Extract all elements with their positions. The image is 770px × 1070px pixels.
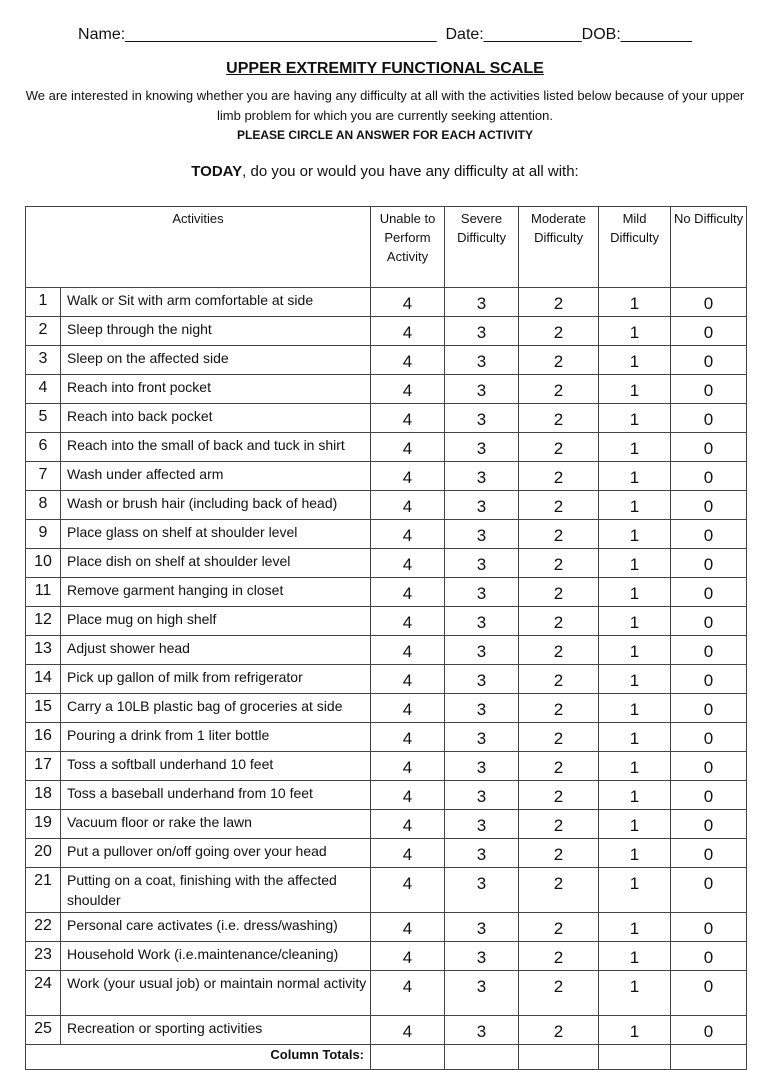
score-option-2[interactable]: 2 xyxy=(519,971,599,1016)
score-option-4[interactable]: 4 xyxy=(371,433,445,462)
dob-label: DOB: xyxy=(581,26,621,43)
score-option-1[interactable]: 1 xyxy=(599,810,671,839)
activity-label: Remove garment hanging in closet xyxy=(61,578,371,607)
row-number: 4 xyxy=(26,375,61,404)
score-option-2[interactable]: 2 xyxy=(519,288,599,317)
activity-label: Vacuum floor or rake the lawn xyxy=(61,810,371,839)
score-option-3[interactable]: 3 xyxy=(445,607,519,636)
total-cell-0[interactable] xyxy=(671,1045,747,1070)
score-option-1[interactable]: 1 xyxy=(599,288,671,317)
score-option-2[interactable]: 2 xyxy=(519,781,599,810)
table-row xyxy=(26,607,747,636)
row-number: 9 xyxy=(26,520,61,549)
row-number: 17 xyxy=(26,752,61,781)
row-number: 15 xyxy=(26,694,61,723)
score-option-1[interactable]: 1 xyxy=(599,913,671,942)
table-row xyxy=(26,1016,747,1045)
table-row xyxy=(26,868,747,913)
score-option-2[interactable]: 2 xyxy=(519,462,599,491)
activity-label: Sleep through the night xyxy=(61,317,371,346)
row-number: 21 xyxy=(26,868,61,913)
score-option-1[interactable]: 1 xyxy=(599,317,671,346)
score-option-1[interactable]: 1 xyxy=(599,781,671,810)
score-option-2[interactable]: 2 xyxy=(519,694,599,723)
table-row xyxy=(26,913,747,942)
question-rest: , do you or would you have any difficulty at all with: xyxy=(242,163,579,180)
table-row xyxy=(26,752,747,781)
row-number: 16 xyxy=(26,723,61,752)
table-row xyxy=(26,781,747,810)
score-option-0[interactable]: 0 xyxy=(671,520,747,549)
activity-label: Put a pullover on/off going over your head xyxy=(61,839,371,868)
total-cell-2[interactable] xyxy=(519,1045,599,1070)
score-option-4[interactable]: 4 xyxy=(371,317,445,346)
row-number: 14 xyxy=(26,665,61,694)
score-option-1[interactable]: 1 xyxy=(599,346,671,375)
table-row xyxy=(26,971,747,1016)
row-number: 7 xyxy=(26,462,61,491)
score-option-3[interactable]: 3 xyxy=(445,520,519,549)
total-cell-4[interactable] xyxy=(371,1045,445,1070)
intro-text: We are interested in knowing whether you are having any difficulty at all with the activities listed below because of your upper limb problem for which you are currently seeking attention. xyxy=(25,88,745,123)
score-option-3[interactable]: 3 xyxy=(445,549,519,578)
score-option-4[interactable]: 4 xyxy=(371,288,445,317)
score-option-4[interactable]: 4 xyxy=(371,375,445,404)
score-option-1[interactable]: 1 xyxy=(599,1016,671,1045)
score-option-1[interactable]: 1 xyxy=(599,462,671,491)
score-option-4[interactable]: 4 xyxy=(371,971,445,1016)
score-option-1[interactable]: 1 xyxy=(599,636,671,665)
question-today: TODAY xyxy=(191,163,243,180)
activity-label: Sleep on the affected side xyxy=(61,346,371,375)
activity-label: Reach into back pocket xyxy=(61,404,371,433)
score-option-0[interactable]: 0 xyxy=(671,549,747,578)
score-option-2[interactable]: 2 xyxy=(519,520,599,549)
col-activities-header: Activities xyxy=(26,207,371,288)
table-row xyxy=(26,317,747,346)
score-option-0[interactable]: 0 xyxy=(671,636,747,665)
score-option-3[interactable]: 3 xyxy=(445,810,519,839)
score-option-0[interactable]: 0 xyxy=(671,971,747,1016)
table-row xyxy=(26,288,747,317)
row-number: 25 xyxy=(26,1016,61,1045)
activity-label: Carry a 10LB plastic bag of groceries at side xyxy=(61,694,371,723)
score-option-0[interactable]: 0 xyxy=(671,346,747,375)
score-option-3[interactable]: 3 xyxy=(445,971,519,1016)
score-option-0[interactable]: 0 xyxy=(671,868,747,913)
row-number: 22 xyxy=(26,913,61,942)
score-option-3[interactable]: 3 xyxy=(445,723,519,752)
activity-label: Work (your usual job) or maintain normal activity xyxy=(61,971,371,1016)
activity-label: Walk or Sit with arm comfortable at side xyxy=(61,288,371,317)
row-number: 1 xyxy=(26,288,61,317)
score-option-3[interactable]: 3 xyxy=(445,491,519,520)
score-option-1[interactable]: 1 xyxy=(599,404,671,433)
score-option-2[interactable]: 2 xyxy=(519,1016,599,1045)
score-option-2[interactable]: 2 xyxy=(519,346,599,375)
table-row xyxy=(26,665,747,694)
score-option-4[interactable]: 4 xyxy=(371,578,445,607)
score-option-3[interactable]: 3 xyxy=(445,317,519,346)
score-option-4[interactable]: 4 xyxy=(371,636,445,665)
score-option-1[interactable]: 1 xyxy=(599,839,671,868)
score-option-1[interactable]: 1 xyxy=(599,433,671,462)
table-row xyxy=(26,578,747,607)
score-option-4[interactable]: 4 xyxy=(371,346,445,375)
score-option-4[interactable]: 4 xyxy=(371,694,445,723)
col-mild-header: Mild Difficulty xyxy=(599,207,671,288)
dob-field[interactable]: ________ xyxy=(620,26,692,43)
score-option-2[interactable]: 2 xyxy=(519,868,599,913)
score-option-2[interactable]: 2 xyxy=(519,810,599,839)
score-option-4[interactable]: 4 xyxy=(371,868,445,913)
date-field[interactable]: ___________ xyxy=(483,26,582,43)
score-option-2[interactable]: 2 xyxy=(519,578,599,607)
score-option-1[interactable]: 1 xyxy=(599,752,671,781)
col-severe-header: Severe Difficulty xyxy=(445,207,519,288)
score-option-4[interactable]: 4 xyxy=(371,462,445,491)
table-row xyxy=(26,942,747,971)
activity-label: Place glass on shelf at shoulder level xyxy=(61,520,371,549)
table-row xyxy=(26,433,747,462)
name-label: Name: xyxy=(78,26,126,43)
table-row xyxy=(26,723,747,752)
row-number: 20 xyxy=(26,839,61,868)
score-option-3[interactable]: 3 xyxy=(445,375,519,404)
score-option-2[interactable]: 2 xyxy=(519,404,599,433)
score-option-0[interactable]: 0 xyxy=(671,462,747,491)
row-number: 6 xyxy=(26,433,61,462)
question-text xyxy=(0,163,770,180)
score-option-1[interactable]: 1 xyxy=(599,549,671,578)
score-option-2[interactable]: 2 xyxy=(519,375,599,404)
form-title: UPPER EXTREMITY FUNCTIONAL SCALE xyxy=(226,60,544,77)
score-option-4[interactable]: 4 xyxy=(371,1016,445,1045)
score-option-2[interactable]: 2 xyxy=(519,607,599,636)
score-option-2[interactable]: 2 xyxy=(519,913,599,942)
score-option-0[interactable]: 0 xyxy=(671,942,747,971)
score-option-1[interactable]: 1 xyxy=(599,942,671,971)
score-option-0[interactable]: 0 xyxy=(671,317,747,346)
score-option-0[interactable]: 0 xyxy=(671,839,747,868)
row-number: 24 xyxy=(26,971,61,1016)
score-option-2[interactable]: 2 xyxy=(519,723,599,752)
score-option-0[interactable]: 0 xyxy=(671,288,747,317)
patient-info-line xyxy=(0,26,770,44)
score-option-2[interactable]: 2 xyxy=(519,636,599,665)
table-row xyxy=(26,491,747,520)
score-option-0[interactable]: 0 xyxy=(671,607,747,636)
score-option-2[interactable]: 2 xyxy=(519,433,599,462)
score-option-0[interactable]: 0 xyxy=(671,491,747,520)
table-row xyxy=(26,520,747,549)
row-number: 23 xyxy=(26,942,61,971)
score-option-4[interactable]: 4 xyxy=(371,520,445,549)
name-field[interactable]: ___________________________________ xyxy=(125,26,437,43)
table-row xyxy=(26,404,747,433)
table-row xyxy=(26,462,747,491)
date-label: Date: xyxy=(445,26,484,43)
score-option-0[interactable]: 0 xyxy=(671,781,747,810)
activity-label: Putting on a coat, finishing with the affected shoulder xyxy=(61,868,371,913)
score-option-0[interactable]: 0 xyxy=(671,404,747,433)
table-row xyxy=(26,810,747,839)
score-option-3[interactable]: 3 xyxy=(445,839,519,868)
score-option-3[interactable]: 3 xyxy=(445,942,519,971)
score-option-3[interactable]: 3 xyxy=(445,752,519,781)
score-option-3[interactable]: 3 xyxy=(445,913,519,942)
activity-label: Reach into the small of back and tuck in shirt xyxy=(61,433,371,462)
score-option-3[interactable]: 3 xyxy=(445,694,519,723)
score-option-0[interactable]: 0 xyxy=(671,665,747,694)
score-option-2[interactable]: 2 xyxy=(519,549,599,578)
row-number: 11 xyxy=(26,578,61,607)
row-number: 18 xyxy=(26,781,61,810)
score-option-3[interactable]: 3 xyxy=(445,636,519,665)
activity-label: Place dish on shelf at shoulder level xyxy=(61,549,371,578)
total-cell-3[interactable] xyxy=(445,1045,519,1070)
row-number: 8 xyxy=(26,491,61,520)
score-option-4[interactable]: 4 xyxy=(371,607,445,636)
score-option-3[interactable]: 3 xyxy=(445,288,519,317)
score-option-0[interactable]: 0 xyxy=(671,810,747,839)
instruction-text: PLEASE CIRCLE AN ANSWER FOR EACH ACTIVITY xyxy=(236,128,533,142)
score-option-4[interactable]: 4 xyxy=(371,752,445,781)
table-row xyxy=(26,375,747,404)
column-totals-label: Column Totals: xyxy=(26,1045,371,1070)
table-row xyxy=(26,346,747,375)
score-option-1[interactable]: 1 xyxy=(599,491,671,520)
score-option-3[interactable]: 3 xyxy=(445,578,519,607)
score-option-2[interactable]: 2 xyxy=(519,942,599,971)
ues-table xyxy=(25,206,747,1070)
score-option-0[interactable]: 0 xyxy=(671,694,747,723)
row-number: 3 xyxy=(26,346,61,375)
score-option-4[interactable]: 4 xyxy=(371,810,445,839)
activity-label: Toss a baseball underhand from 10 feet xyxy=(61,781,371,810)
score-option-4[interactable]: 4 xyxy=(371,665,445,694)
activity-label: Wash or brush hair (including back of head) xyxy=(61,491,371,520)
activity-label: Reach into front pocket xyxy=(61,375,371,404)
score-option-3[interactable]: 3 xyxy=(445,781,519,810)
score-option-4[interactable]: 4 xyxy=(371,839,445,868)
row-number: 13 xyxy=(26,636,61,665)
score-option-1[interactable]: 1 xyxy=(599,723,671,752)
col-unable-header: Unable to Perform Activity xyxy=(371,207,445,288)
activity-label: Pick up gallon of milk from refrigerator xyxy=(61,665,371,694)
score-option-2[interactable]: 2 xyxy=(519,317,599,346)
score-option-3[interactable]: 3 xyxy=(445,462,519,491)
activity-label: Place mug on high shelf xyxy=(61,607,371,636)
score-option-2[interactable]: 2 xyxy=(519,752,599,781)
score-option-0[interactable]: 0 xyxy=(671,913,747,942)
score-option-4[interactable]: 4 xyxy=(371,913,445,942)
score-option-4[interactable]: 4 xyxy=(371,404,445,433)
score-option-2[interactable]: 2 xyxy=(519,491,599,520)
score-option-2[interactable]: 2 xyxy=(519,665,599,694)
score-option-1[interactable]: 1 xyxy=(599,607,671,636)
score-option-4[interactable]: 4 xyxy=(371,491,445,520)
score-option-2[interactable]: 2 xyxy=(519,839,599,868)
activity-label: Personal care activates (i.e. dress/washing) xyxy=(61,913,371,942)
score-option-1[interactable]: 1 xyxy=(599,868,671,913)
row-number: 10 xyxy=(26,549,61,578)
row-number: 12 xyxy=(26,607,61,636)
activity-label: Adjust shower head xyxy=(61,636,371,665)
score-option-1[interactable]: 1 xyxy=(599,694,671,723)
table-row xyxy=(26,549,747,578)
table-row xyxy=(26,636,747,665)
score-option-3[interactable]: 3 xyxy=(445,665,519,694)
score-option-3[interactable]: 3 xyxy=(445,868,519,913)
score-option-4[interactable]: 4 xyxy=(371,549,445,578)
score-option-0[interactable]: 0 xyxy=(671,1016,747,1045)
score-option-3[interactable]: 3 xyxy=(445,404,519,433)
score-option-3[interactable]: 3 xyxy=(445,1016,519,1045)
score-option-1[interactable]: 1 xyxy=(599,665,671,694)
score-option-1[interactable]: 1 xyxy=(599,578,671,607)
score-option-0[interactable]: 0 xyxy=(671,375,747,404)
activity-label: Wash under affected arm xyxy=(61,462,371,491)
activity-label: Household Work (i.e.maintenance/cleaning) xyxy=(61,942,371,971)
score-option-4[interactable]: 4 xyxy=(371,942,445,971)
activity-label: Recreation or sporting activities xyxy=(61,1016,371,1045)
score-option-1[interactable]: 1 xyxy=(599,375,671,404)
score-option-0[interactable]: 0 xyxy=(671,752,747,781)
total-cell-1[interactable] xyxy=(599,1045,671,1070)
score-option-0[interactable]: 0 xyxy=(671,723,747,752)
score-option-0[interactable]: 0 xyxy=(671,433,747,462)
col-none-header: No Difficulty xyxy=(671,207,747,288)
row-number: 19 xyxy=(26,810,61,839)
row-number: 5 xyxy=(26,404,61,433)
col-moderate-header: Moderate Difficulty xyxy=(519,207,599,288)
score-option-4[interactable]: 4 xyxy=(371,781,445,810)
row-number: 2 xyxy=(26,317,61,346)
score-option-1[interactable]: 1 xyxy=(599,971,671,1016)
score-option-1[interactable]: 1 xyxy=(599,520,671,549)
activity-label: Toss a softball underhand 10 feet xyxy=(61,752,371,781)
score-option-4[interactable]: 4 xyxy=(371,723,445,752)
activity-label: Pouring a drink from 1 liter bottle xyxy=(61,723,371,752)
score-option-0[interactable]: 0 xyxy=(671,578,747,607)
table-row xyxy=(26,839,747,868)
table-row xyxy=(26,694,747,723)
score-option-3[interactable]: 3 xyxy=(445,433,519,462)
score-option-3[interactable]: 3 xyxy=(445,346,519,375)
